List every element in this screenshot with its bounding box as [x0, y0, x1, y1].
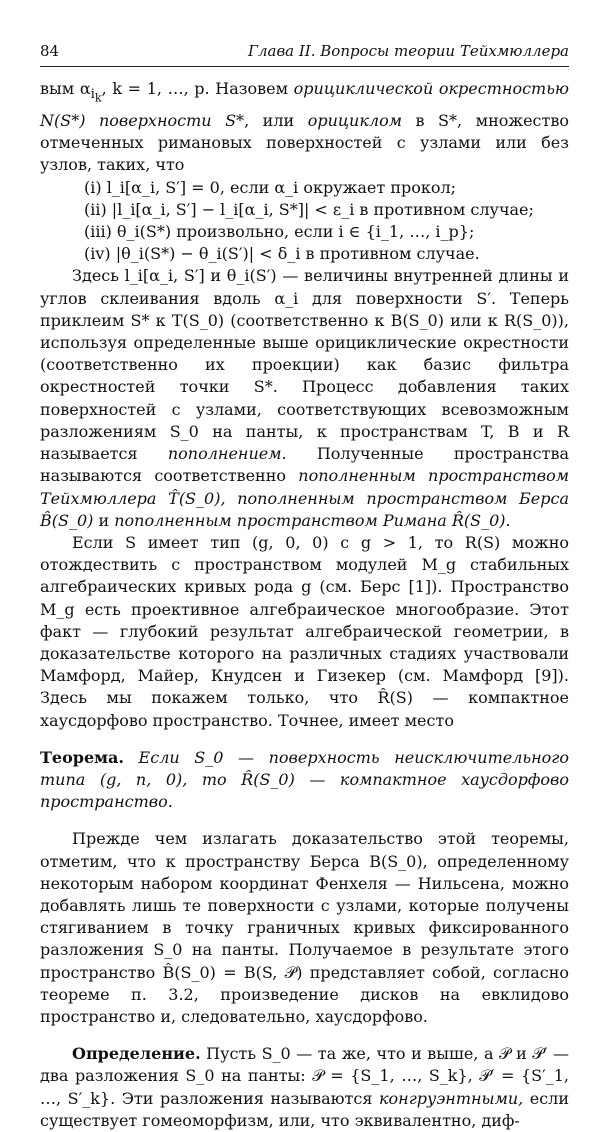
- text-run: .: [505, 510, 511, 530]
- text-run: k: [94, 91, 102, 105]
- condition-iii: (iii) θ_i(S*) произвольно, если i ∈ {i_1, …, i_p};: [84, 222, 475, 242]
- term-congruent: конгруэнтными,: [378, 1088, 524, 1108]
- page-header: [40, 38, 569, 67]
- theorem-statement: Если S_0 — поверхность неисключительного типа (g, n, 0), то R̂(S_0) — компактное хаусдорфово пространство.: [40, 747, 569, 812]
- text-run: Здесь l_i[α_i, S′] и θ_i(S′) — величины внутренней длины и углов склеивания вдоль α_i для поверхности S′. Теперь приклеим S* к T(S_0) (соответственно к B(S_0) или к R(S_0)), используя определенные выше орициклические окрестности (соответственно их проекции) как базис фильтра окрестностей точки S*. Процесс добавления таких поверхностей с узлами, соответствующих всевозможным разложениям S_0 на панты, к пространствам T, B и R называется: [40, 266, 569, 464]
- page-number: 84: [40, 42, 60, 60]
- text-run: Полученные пространства называются соответственно: [40, 444, 569, 486]
- term-horocyclic-neighborhood: орициклической окрестностью N(S*) поверхности S*: [40, 79, 570, 131]
- text-run: , k = 1, …, p. Назовем: [101, 79, 294, 98]
- term-completed-riemann-space: пополненным пространством Римана R̂(S_0): [114, 510, 506, 530]
- paragraph-horocycle-definition: [40, 78, 569, 177]
- paragraph-moduli-space: Если S имеет тип (g, 0, 0) с g > 1, то R(S) можно отождествить с пространством модулей M_g стабильных алгебраических кривых рода g (см. Берс [1]). Пространство M_g есть проективное алгебраическое многообразие. Этот факт — глубокий результат алгебраической геометрии, в доказательстве которого на различных стадиях участвовали Мамфорд, Майер, Кнудсен и Гизекер (см. Мамфорд [9]). Здесь мы покажем только, что R̂(S) — компактное хаусдорфово пространство. Точнее, имеет место: [40, 532, 569, 730]
- text-run: , или: [244, 111, 308, 131]
- theorem: [40, 747, 569, 814]
- text-run: и: [93, 510, 115, 530]
- term-completion: пополнением.: [167, 444, 287, 464]
- condition-list: [84, 177, 569, 266]
- text-run: i: [90, 87, 95, 103]
- page-body: [40, 78, 569, 1132]
- condition-iv: (iv) |θ_i(S*) − θ_i(S′)| < δ_i в противном случае.: [84, 244, 480, 264]
- text-run: Пусть S_0 — та же, что и выше, а 𝒫 и 𝒫′ — два разложения S_0 на панты: 𝒫 = {S_1, …, S_k}, 𝒫′ = {S′_1, …, S′_k}. Эти разложения называются: [40, 1044, 569, 1108]
- definition: [40, 1043, 569, 1132]
- paragraph-bers-space: Прежде чем излагать доказательство этой теоремы, отметим, что к пространству Берса B(S_0), определенному некоторым набором координат Фенхеля — Нильсена, можно добавлять лишь те поверхности с узлами, которые получены стягиванием в точку граничных кривых фиксированного разложения S_0 на панты. Получаемое в результате этого пространство B̂(S_0) = B(S, 𝒫) представляет собой, согласно теореме п. 3.2, произведение дисков на евклидово пространство и, следовательно, хаусдорфово.: [40, 829, 569, 1026]
- condition-i: (i) l_i[α_i, S′] = 0, если α_i окружает прокол;: [84, 177, 457, 197]
- theorem-label: Теорема.: [40, 747, 124, 767]
- text-run: вым α: [40, 79, 91, 98]
- term-horocycle: орициклом: [307, 111, 402, 131]
- term-completed-spaces: пополненным пространством Тейхмюллера T̂(S_0), пополненным пространством Берса B̂(S_0): [40, 466, 569, 530]
- definition-label: Определение.: [72, 1044, 201, 1064]
- running-title: Глава II. Вопросы теории Тейхмюллера: [248, 42, 569, 60]
- condition-ii: (ii) |l_i[α_i, S′] − l_i[α_i, S*]| < ε_i в противном случае;: [84, 199, 534, 219]
- paragraph-completion: [40, 265, 569, 531]
- text-run: в S*, множество отмеченных римановых поверхностей с узлами или без узлов, таких, что: [40, 111, 570, 175]
- text-run: если существует гомеоморфизм, или, что эквивалентно, диф-: [40, 1088, 569, 1130]
